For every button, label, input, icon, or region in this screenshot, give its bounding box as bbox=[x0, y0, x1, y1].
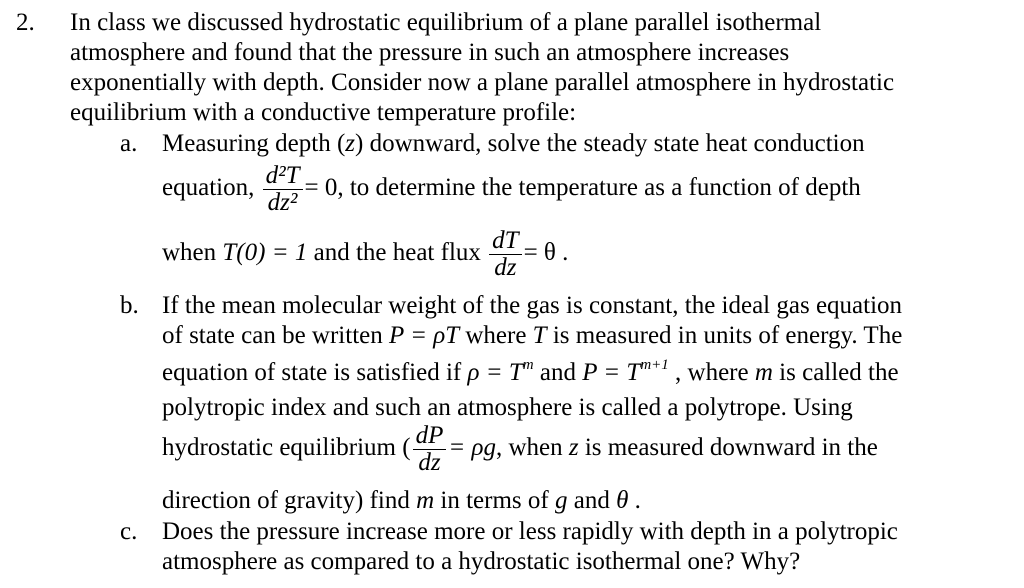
part-b-line-4: polytropic index and such an atmosphere is called a polytrope. Using bbox=[162, 394, 853, 421]
intro-line-2: atmosphere and found that the pressure in such an atmosphere increases bbox=[70, 39, 790, 66]
question-number: 2. bbox=[16, 9, 35, 36]
part-b-line-2: of state can be written P = ρT where T is measured in units of energy. The bbox=[162, 322, 903, 349]
part-a-line-1: Measuring depth (z) downward, solve the steady state heat conduction bbox=[162, 130, 865, 157]
part-a-label: a. bbox=[120, 130, 138, 157]
part-c-line-1: Does the pressure increase more or less rapidly with depth in a polytropic bbox=[162, 518, 898, 545]
heat-equation-fraction: $\frac{\text{d²T}}{\text{dz²}}$ bbox=[263, 163, 303, 216]
part-c-label: c. bbox=[120, 518, 138, 545]
intro-line-4: equilibrium with a conductive temperature profile: bbox=[70, 99, 577, 126]
hydrostatic-fraction: $\frac{dP}{dz}$ bbox=[413, 423, 447, 476]
part-b-line-1: If the mean molecular weight of the gas is constant, the ideal gas equation bbox=[162, 292, 903, 319]
part-b-line-5: hydrostatic equilibrium ( $\frac{dP}{dz}$ = ρg, when z is measured downward in the bbox=[162, 422, 878, 476]
intro-line-1: In class we discussed hydrostatic equilibrium of a plane parallel isothermal bbox=[70, 9, 822, 36]
part-b-line-3: equation of state is satisfied if $\rho = T^m$ and $P = T^{m+1}$ , where m is called the bbox=[162, 356, 899, 386]
part-a-when-line: when T(0) = 1 and the heat flux $\frac{dT}{dz}$ = θ . bbox=[162, 227, 569, 281]
intro-line-3: exponentially with depth. Consider now a plane parallel atmosphere in hydrostatic bbox=[70, 69, 895, 96]
part-b-line-6: direction of gravity) find m in terms of g and θ . bbox=[162, 487, 641, 514]
heat-flux-fraction: $\frac{dT}{dz}$ bbox=[489, 228, 521, 281]
part-c-line-2: atmosphere as compared to a hydrostatic isothermal one? Why? bbox=[162, 548, 801, 575]
part-a-equation-line: equation, $\frac{\text{d²T}}{\text{dz²}}$ = 0, to determine the temperature as a function of depth bbox=[162, 162, 861, 216]
part-b-label: b. bbox=[120, 292, 139, 319]
